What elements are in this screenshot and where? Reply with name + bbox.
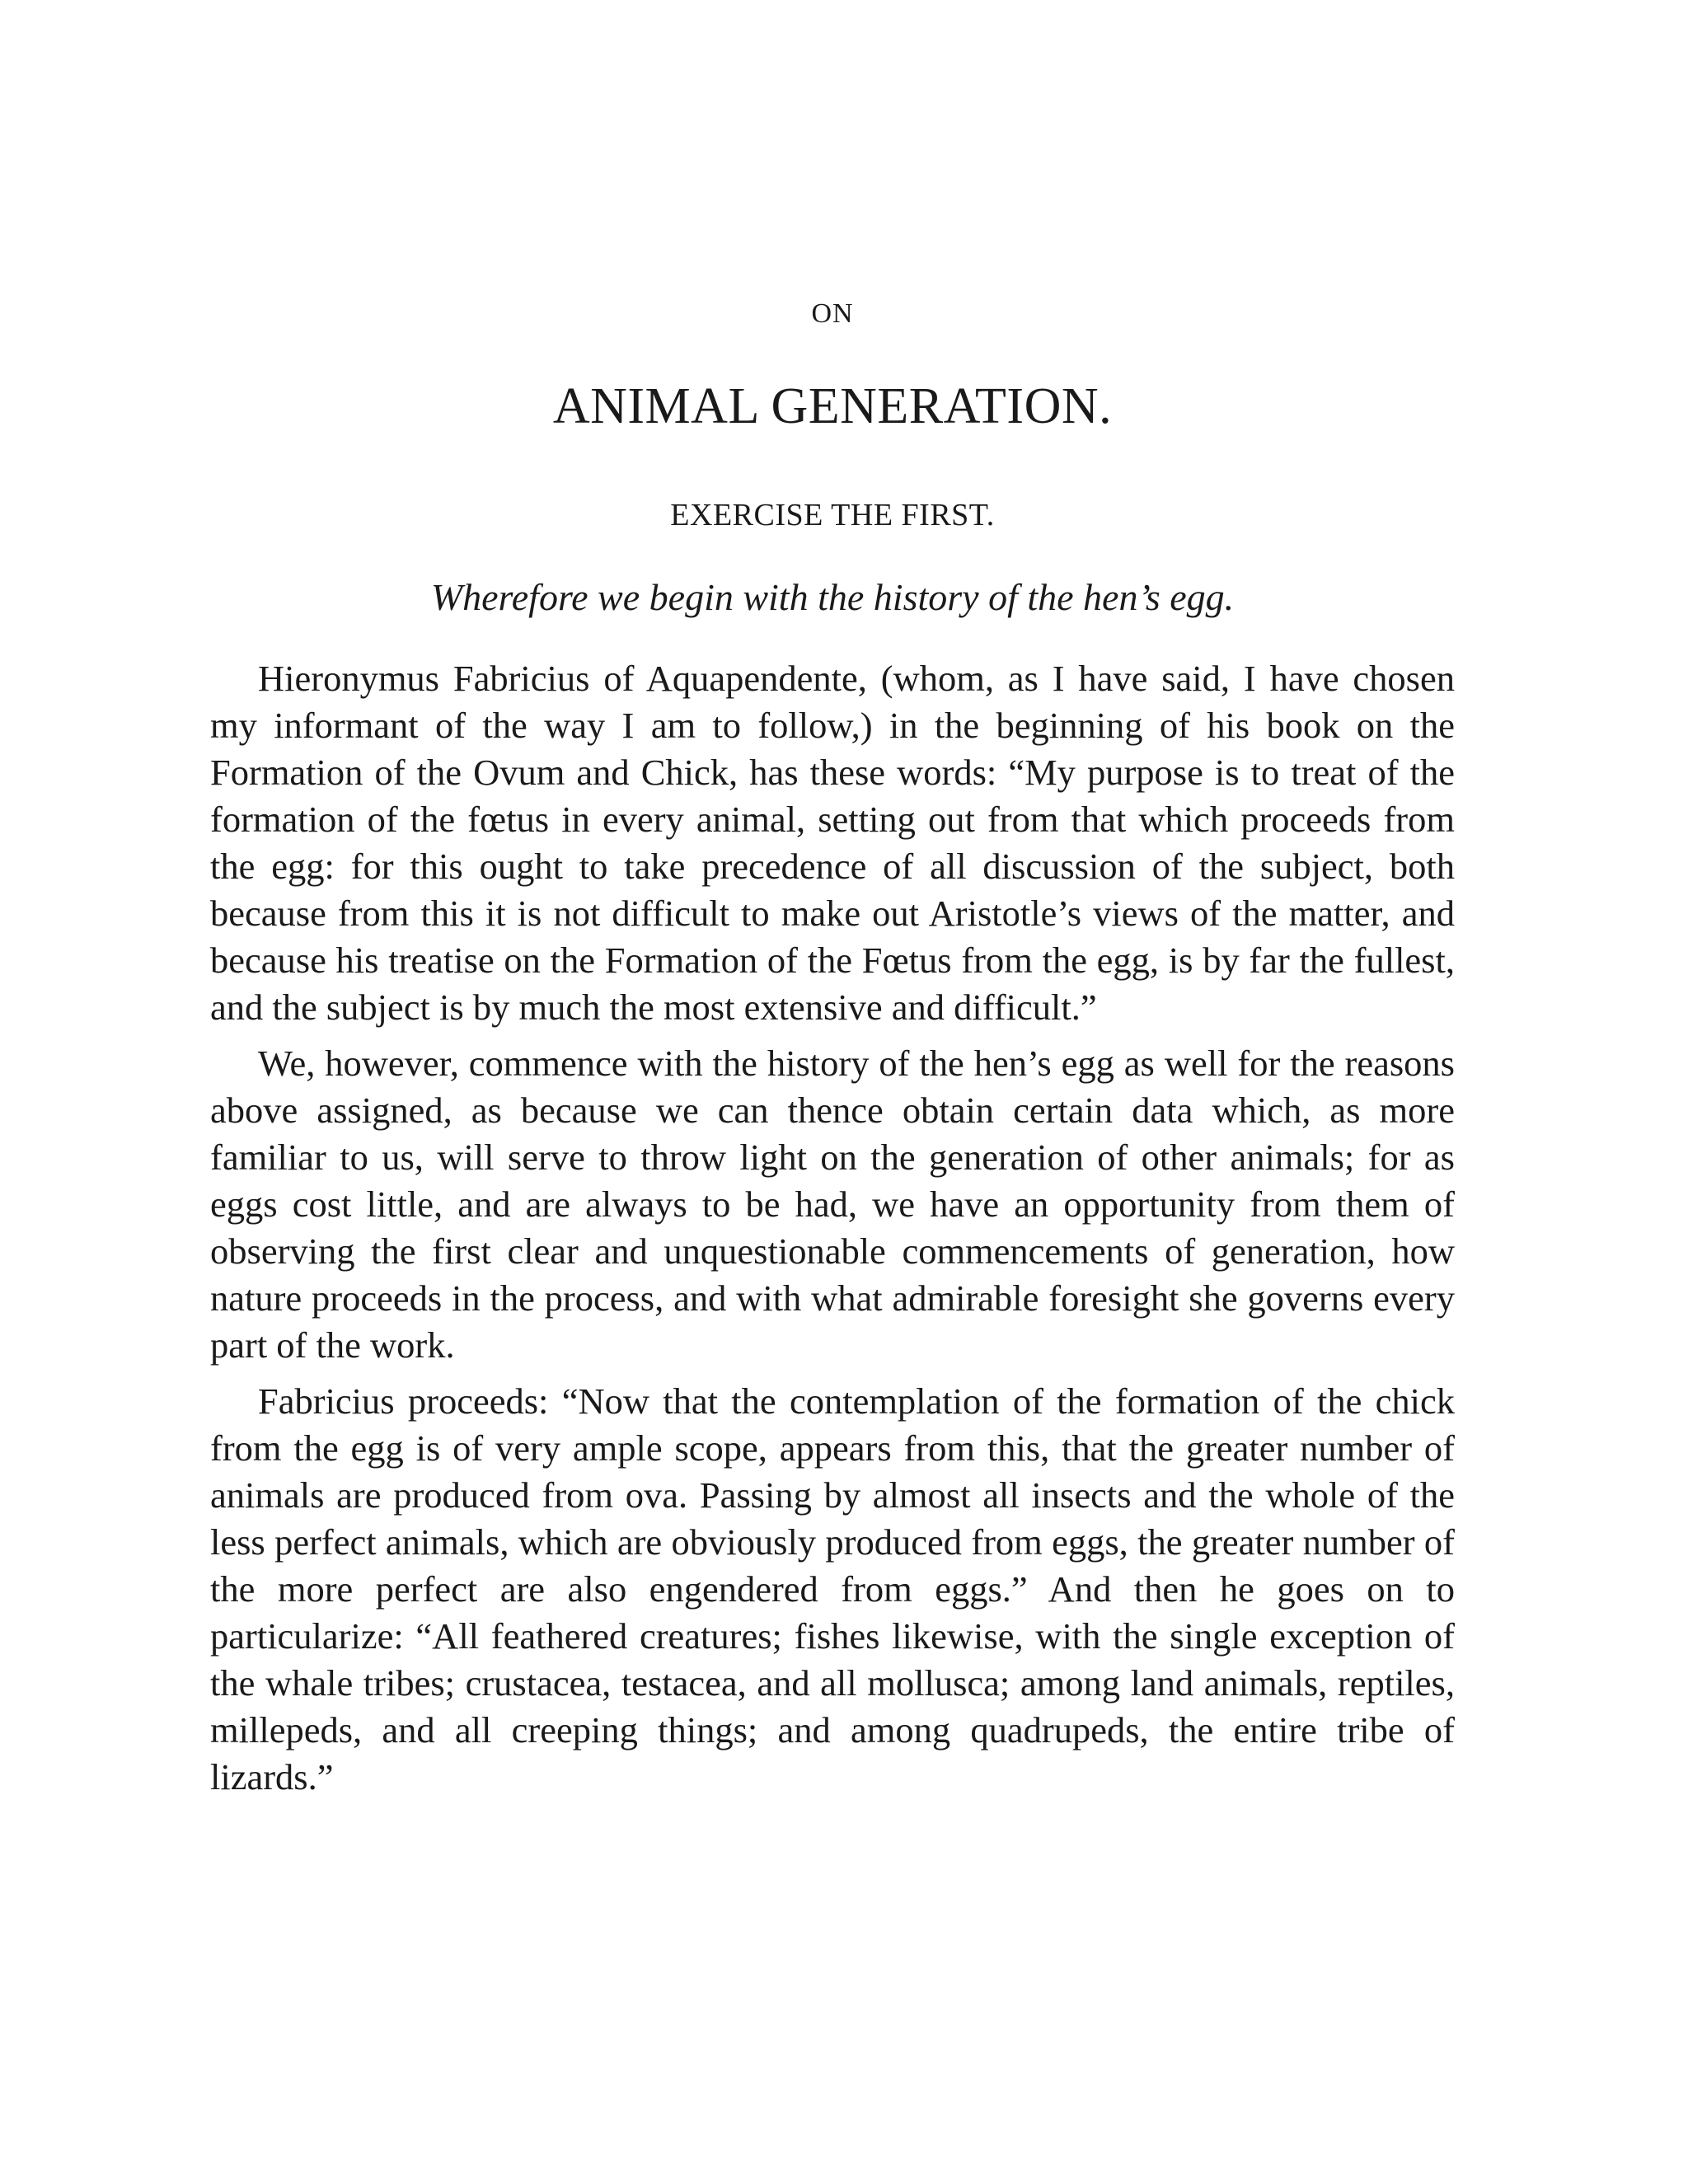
- paragraph-2: We, however, commence with the history of the hen’s egg as well for the reasons above assigned, as because we can thence obtain certain data which, as more familiar to us, will serve to throw light on the generation of other animals; for as eggs cost little, and are always to be had, we have an opportunity from them of observing the first clear and unquestionable commencements of generation, how nature proceeds in the process, and with what admirable foresight she governs every part of the work.: [210, 1043, 1455, 1366]
- heading-on: ON: [811, 298, 854, 329]
- body-text: [210, 655, 1455, 1810]
- section-heading: EXERCISE THE FIRST.: [670, 498, 995, 532]
- paragraph-3: Fabricius proceeds: “Now that the contemplation of the formation of the chick from the egg is of very ample scope, appears from this, that the greater number of animals are produced from ova. Passing by almost all insects and the whole of the less perfect animals, which are obviously produced from eggs, the greater number of the more perfect are also engendered from eggs.” And then he goes on to particularize: “All feathered creatures; fishes likewise, with the single exception of the whale tribes; crustacea, testacea, and all mollusca; among land animals, reptiles, millepeds, and all creeping things; and among quadrupeds, the entire tribe of lizards.”: [210, 1380, 1455, 1797]
- section-subtitle: Wherefore we begin with the history of the hen’s egg.: [430, 576, 1235, 618]
- page-title: ANIMAL GENERATION.: [552, 378, 1113, 434]
- paragraph-1: Hieronymus Fabricius of Aquapendente, (whom, as I have said, I have chosen my informant of the way I am to follow,) in the beginning of his book on the Formation of the Ovum and Chick, has these words: “My purpose is to treat of the formation of the fœtus in every animal, setting out from that which proceeds from the egg: for this ought to take precedence of all discussion of the subject, both because from this it is not difficult to make out Aristotle’s views of the matter, and because his treatise on the Formation of the Fœtus from the egg, is by far the fullest, and the subject is by much the most extensive and difficult.”: [210, 658, 1455, 1028]
